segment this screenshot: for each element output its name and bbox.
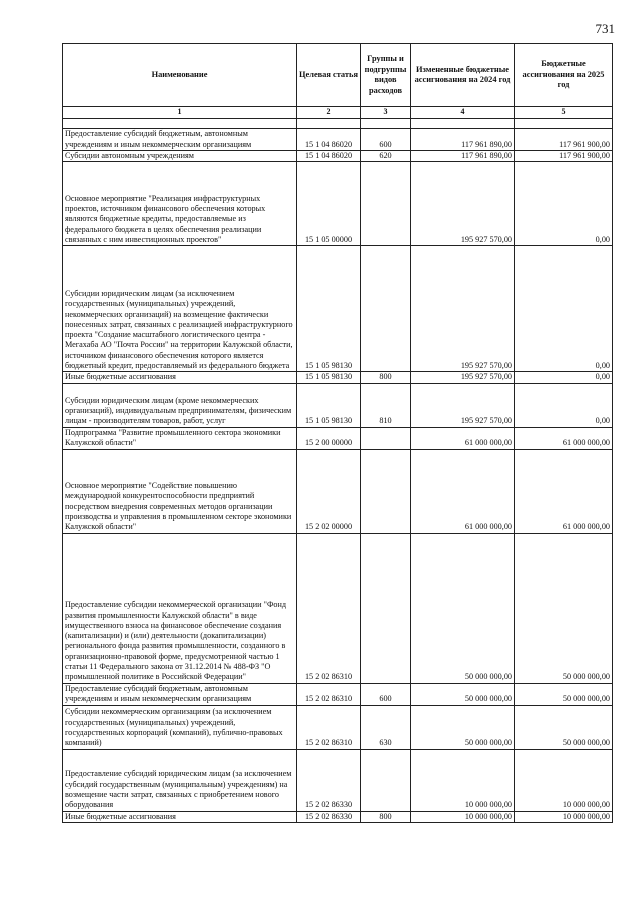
row-name: Основное мероприятие "Содействие повышению международной конкурентоспособности предприятий посредством внедрения современных методов организации производства и управления в промышленном секторе экономики Калужской области"	[63, 449, 297, 533]
row-target-code: 15 2 02 86330	[297, 749, 361, 811]
row-target-code: 15 1 04 86020	[297, 151, 361, 162]
header-changed-2024: Измененные бюджетные ассигнования на 2024 год	[411, 44, 515, 107]
row-target-code: 15 1 05 98130	[297, 372, 361, 383]
row-amount-2025: 117 961 900,00	[515, 151, 613, 162]
row-target-code: 15 2 02 86310	[297, 705, 361, 749]
row-group-code: 600	[361, 129, 411, 151]
header-name: Наименование	[63, 44, 297, 107]
row-amount-2024: 61 000 000,00	[411, 427, 515, 449]
row-amount-2024: 195 927 570,00	[411, 372, 515, 383]
row-amount-2024: 117 961 890,00	[411, 151, 515, 162]
row-target-code: 15 1 05 98130	[297, 246, 361, 372]
row-group-code	[361, 246, 411, 372]
table-body	[63, 119, 613, 823]
row-amount-2025: 0,00	[515, 383, 613, 427]
header-budget-2025: Бюджетные ассигнования на 2025 год	[515, 44, 613, 107]
row-amount-2025: 0,00	[515, 246, 613, 372]
table-row	[63, 372, 613, 383]
row-group-code: 620	[361, 151, 411, 162]
table-row	[63, 705, 613, 749]
header-row	[63, 44, 613, 107]
row-name: Предоставление субсидий бюджетным, автономным учреждениям и иным некоммерческим организациям	[63, 683, 297, 705]
row-amount-2025: 50 000 000,00	[515, 533, 613, 683]
row-amount-2024: 50 000 000,00	[411, 683, 515, 705]
row-target-code: 15 2 02 86310	[297, 683, 361, 705]
row-name: Иные бюджетные ассигнования	[63, 372, 297, 383]
header-target: Целевая статья	[297, 44, 361, 107]
row-group-code: 800	[361, 372, 411, 383]
row-group-code: 600	[361, 683, 411, 705]
row-group-code: 630	[361, 705, 411, 749]
table-row	[63, 162, 613, 246]
row-group-code	[361, 427, 411, 449]
row-group-code: 810	[361, 383, 411, 427]
row-group-code	[361, 449, 411, 533]
row-target-code: 15 1 04 86020	[297, 129, 361, 151]
row-target-code: 15 2 00 00000	[297, 427, 361, 449]
row-name: Субсидии юридическим лицам (за исключением государственных (муниципальных) учреждений, некоммерческих организаций) на возмещение фактически понесенных затрат, связанных с реализацией инфраструктурного проекта "Создание масштабного логистического центра - Мегахаба АО "Почта России" на территории Калужской области, источником финансового обеспечения которого является бюджетный кредит, предоставляемый из федерального бюджета	[63, 246, 297, 372]
table-row	[63, 749, 613, 811]
table-row	[63, 427, 613, 449]
row-amount-2024: 50 000 000,00	[411, 705, 515, 749]
row-name: Подпрограмма "Развитие промышленного сектора экономики Калужской области"	[63, 427, 297, 449]
row-group-code	[361, 533, 411, 683]
header-groups: Группы и подгруппы видов расходов	[361, 44, 411, 107]
row-target-code: 15 2 02 00000	[297, 449, 361, 533]
table-row	[63, 533, 613, 683]
row-name: Иные бюджетные ассигнования	[63, 811, 297, 822]
row-amount-2024: 195 927 570,00	[411, 162, 515, 246]
row-name: Предоставление субсидий юридическим лицам (за исключением субсидий государственным (муниципальным) учреждениям) на возмещение части затрат, связанных с приобретением нового оборудования	[63, 749, 297, 811]
row-name: Предоставление субсидии некоммерческой организации "Фонд развития промышленности Калужской области" в виде имущественного взноса на финансовое обеспечение создания (капитализации) и (или) деятельности (докапитализации) регионального фонда развития промышленности, созданного в организационно-правовой форме, предусмотренной частью 1 статьи 11 Федерального закона от 31.12.2014 № 488-ФЗ "О промышленной политике в Российской Федерации"	[63, 533, 297, 683]
row-name: Субсидии автономным учреждениям	[63, 151, 297, 162]
column-number: 1	[63, 107, 297, 119]
row-amount-2024: 195 927 570,00	[411, 246, 515, 372]
row-amount-2025: 10 000 000,00	[515, 811, 613, 822]
row-amount-2024: 50 000 000,00	[411, 533, 515, 683]
page-number: 731	[595, 21, 615, 36]
row-name: Предоставление субсидий бюджетным, автономным учреждениям и иным некоммерческим организациям	[63, 129, 297, 151]
row-amount-2024: 10 000 000,00	[411, 749, 515, 811]
table-row	[63, 129, 613, 151]
row-name: Субсидии юридическим лицам (кроме некоммерческих организаций), индивидуальным предпринимателям, физическим лицам - производителям товаров, работ, услуг	[63, 383, 297, 427]
row-amount-2024: 61 000 000,00	[411, 449, 515, 533]
row-group-code	[361, 749, 411, 811]
table-row	[63, 246, 613, 372]
row-amount-2025: 50 000 000,00	[515, 705, 613, 749]
table-row	[63, 449, 613, 533]
row-amount-2025: 10 000 000,00	[515, 749, 613, 811]
row-amount-2025: 50 000 000,00	[515, 683, 613, 705]
row-target-code: 15 2 02 86330	[297, 811, 361, 822]
row-name: Основное мероприятие "Реализация инфраструктурных проектов, источником финансового обеспечения которых являются бюджетные кредиты, предоставляемые из федерального бюджета в целях обеспечения реализации связанных с ним инвестиционных проектов"	[63, 162, 297, 246]
row-amount-2025: 0,00	[515, 162, 613, 246]
column-number: 4	[411, 107, 515, 119]
row-target-code: 15 1 05 98130	[297, 383, 361, 427]
spacer-row	[63, 119, 613, 129]
row-amount-2024: 10 000 000,00	[411, 811, 515, 822]
column-number: 5	[515, 107, 613, 119]
row-target-code: 15 1 05 00000	[297, 162, 361, 246]
column-number: 3	[361, 107, 411, 119]
row-group-code: 800	[361, 811, 411, 822]
row-amount-2025: 117 961 900,00	[515, 129, 613, 151]
row-name: Субсидии некоммерческим организациям (за исключением государственных (муниципальных) учреждений, государственных корпораций (компаний), публично-правовых компаний)	[63, 705, 297, 749]
row-amount-2025: 61 000 000,00	[515, 449, 613, 533]
column-number: 2	[297, 107, 361, 119]
table-row	[63, 383, 613, 427]
row-group-code	[361, 162, 411, 246]
row-target-code: 15 2 02 86310	[297, 533, 361, 683]
table-row	[63, 151, 613, 162]
column-numbers-row	[63, 107, 613, 119]
row-amount-2024: 117 961 890,00	[411, 129, 515, 151]
table-row	[63, 811, 613, 822]
row-amount-2025: 61 000 000,00	[515, 427, 613, 449]
row-amount-2025: 0,00	[515, 372, 613, 383]
row-amount-2024: 195 927 570,00	[411, 383, 515, 427]
table-row	[63, 683, 613, 705]
budget-table	[62, 43, 613, 823]
